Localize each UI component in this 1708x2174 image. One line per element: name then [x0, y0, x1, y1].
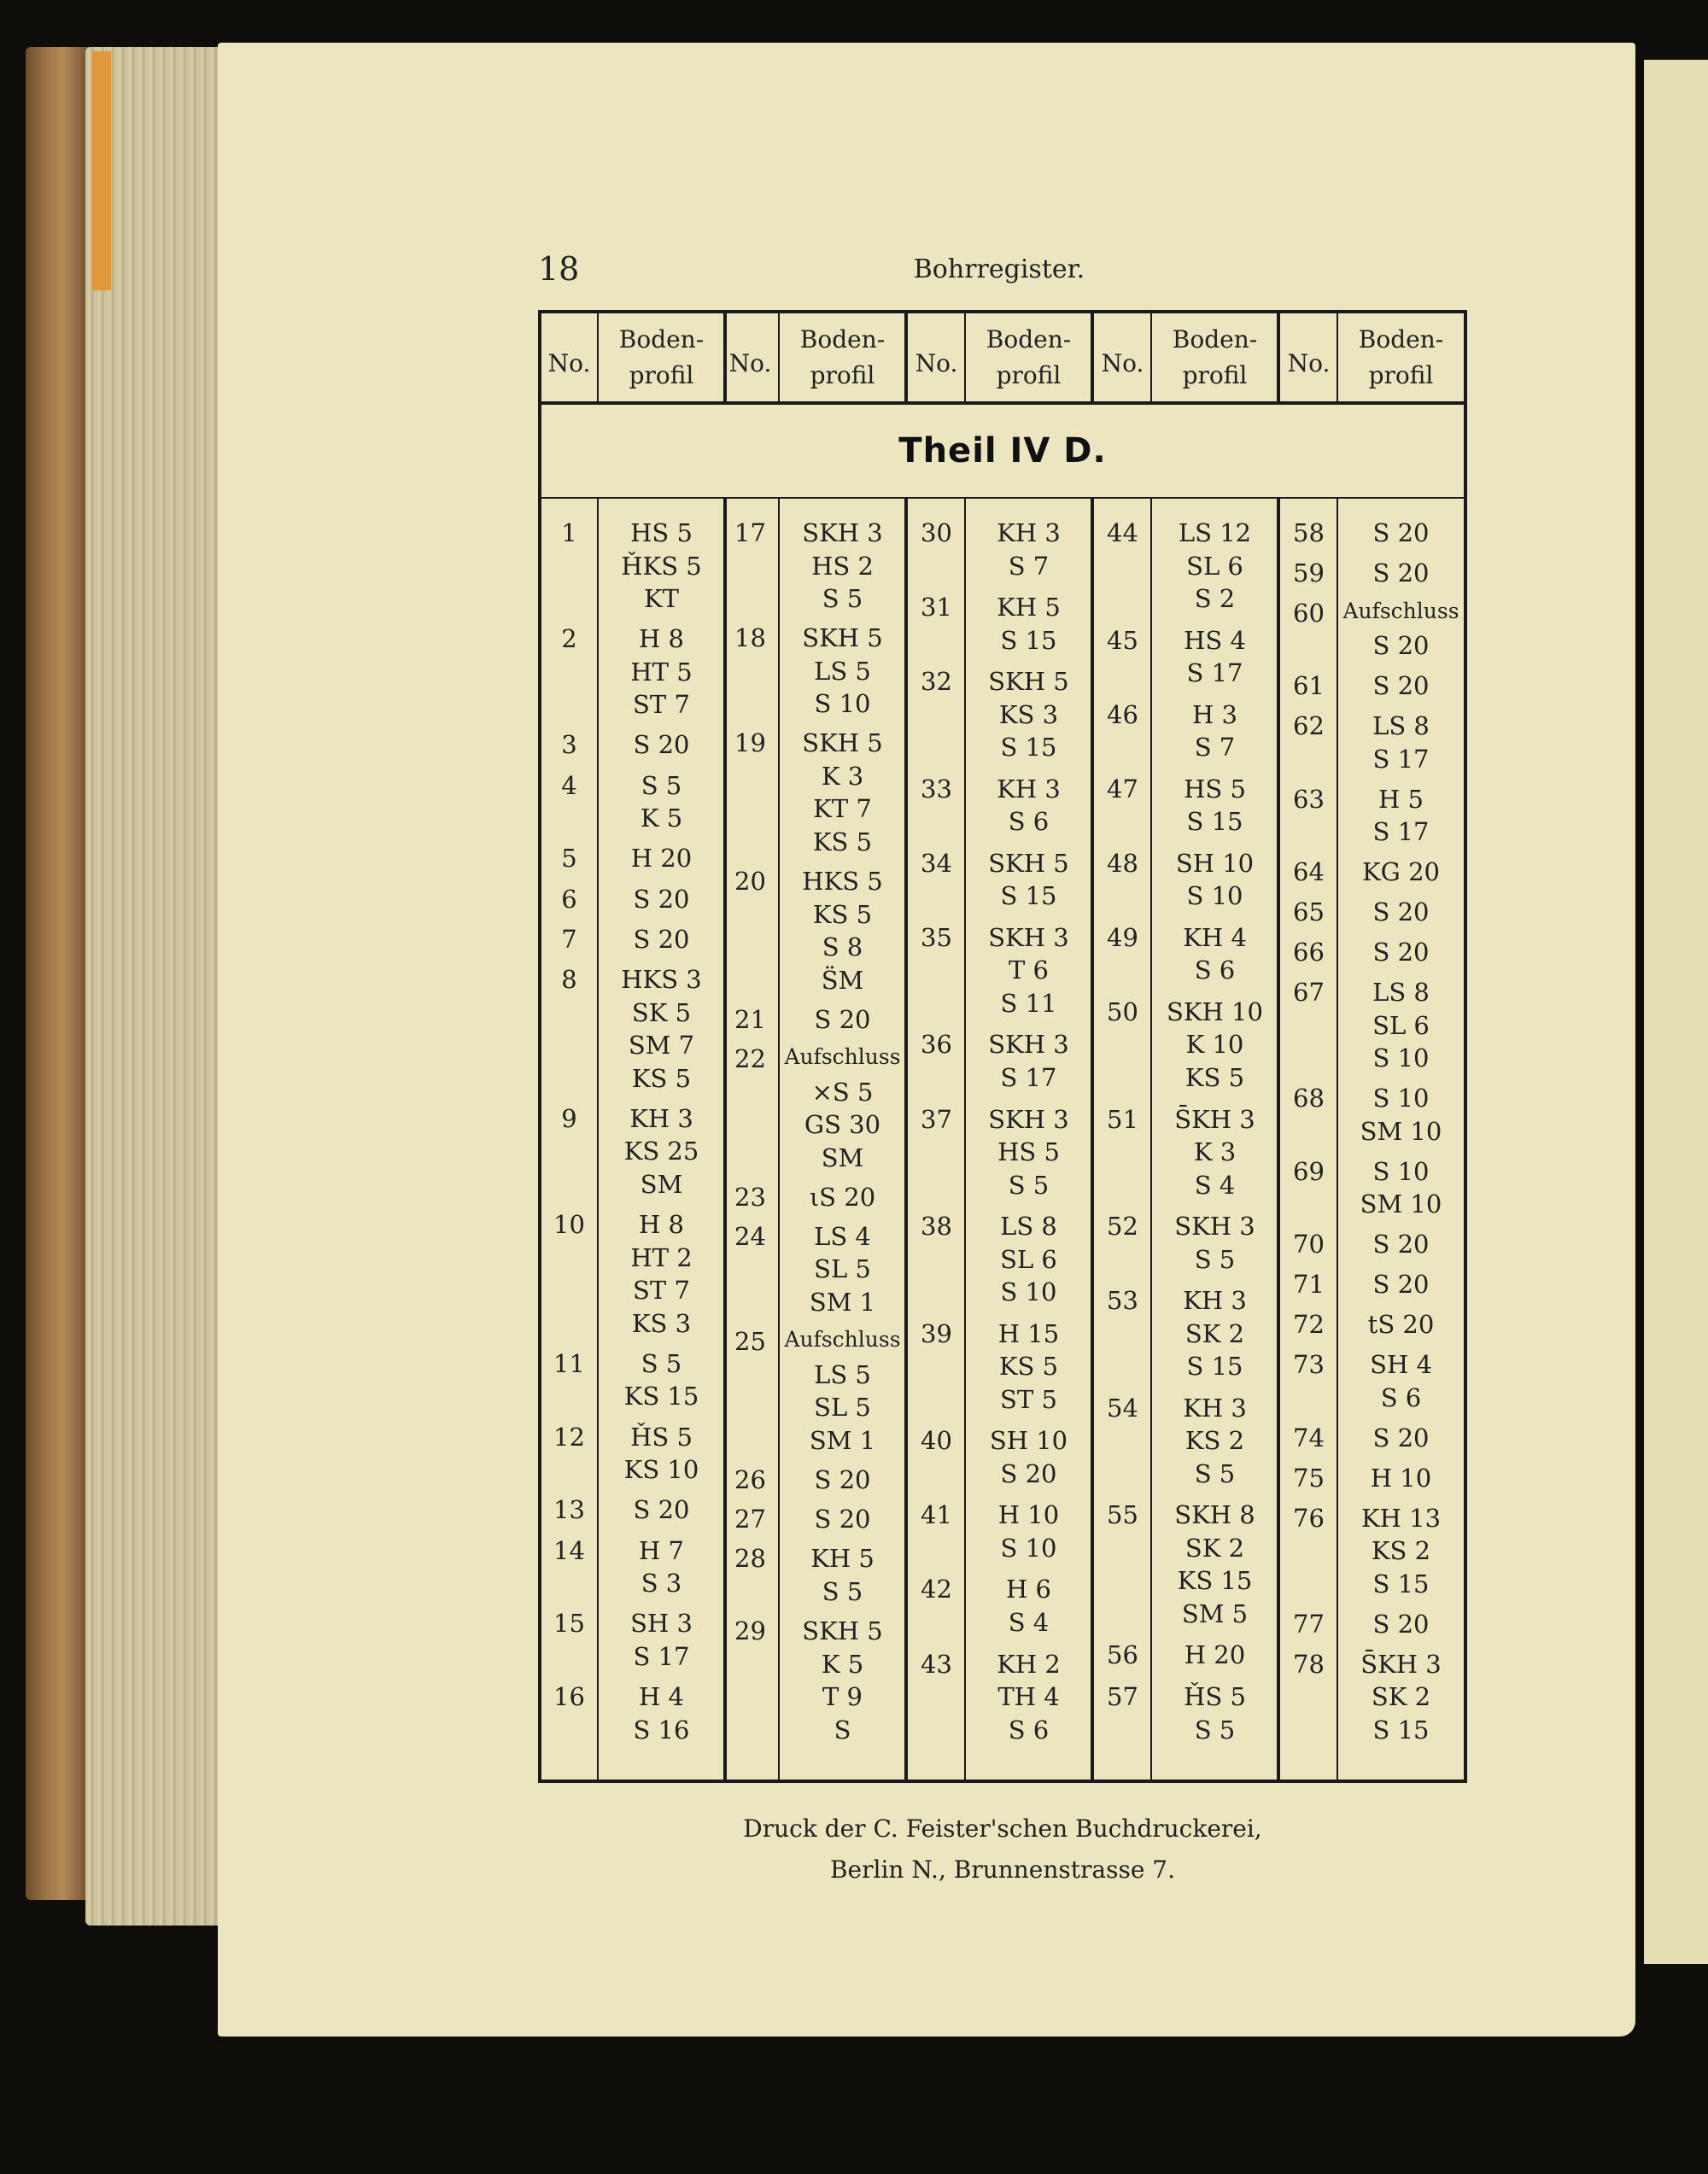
soil-profile-line: S 15: [1000, 733, 1057, 763]
entry-number: 29: [734, 1616, 766, 1645]
soil-profile-line: KS 15: [1177, 1566, 1253, 1596]
entry-number: 5: [561, 844, 577, 874]
entry-number: 61: [1293, 671, 1325, 701]
entry-number: 6: [561, 884, 577, 914]
bodenprofil-column-header: [1338, 322, 1464, 394]
soil-profile-line: KT 7: [813, 794, 872, 824]
entry-number: 69: [1293, 1156, 1325, 1186]
entry-number: 65: [1293, 897, 1325, 927]
soil-profile-line: S 17: [1372, 817, 1430, 847]
soil-profile-line: ȞS 5: [630, 1422, 693, 1452]
soil-profile-line: HS 5: [1184, 774, 1246, 804]
soil-profile-line: S 6: [1194, 956, 1236, 985]
entry-number: 58: [1293, 518, 1325, 547]
soil-profile-line: HS 5: [997, 1137, 1060, 1167]
soil-profile-line: HS 2: [811, 551, 874, 581]
soil-profile-line: H 20: [1184, 1640, 1246, 1670]
entry-number: 20: [734, 867, 766, 897]
entry-number: 56: [1107, 1640, 1138, 1670]
soil-profile-line: LS 5: [814, 1359, 871, 1389]
soil-profile-line: S 20: [1372, 631, 1430, 661]
soil-profile-line: Aufschluss: [784, 1044, 901, 1070]
soil-profile-line: SH 10: [1175, 848, 1255, 878]
soil-profile-line: S 20: [1372, 558, 1430, 587]
soil-profile-line: KS 25: [623, 1137, 699, 1166]
soil-profile-line: S 3: [640, 1569, 682, 1598]
running-header: Bohrregister.: [913, 254, 1085, 284]
soil-profile-line: S 5: [822, 1576, 863, 1606]
entry-number: 39: [921, 1318, 952, 1348]
soil-profile-line: SH 4: [1370, 1350, 1432, 1380]
soil-profile-line: SKH 5: [802, 1616, 883, 1645]
entry-number: 22: [734, 1044, 766, 1074]
soil-profile-line: ×S 5: [811, 1077, 874, 1107]
soil-profile-line: H 3: [1192, 699, 1237, 729]
entry-number: 76: [1293, 1503, 1325, 1533]
entry-number: 24: [734, 1221, 766, 1251]
soil-profile-line: SM: [821, 1143, 864, 1172]
entry-number: 25: [734, 1327, 766, 1357]
soil-profile-line: KH 3: [1183, 1286, 1247, 1316]
entry-number: 2: [561, 624, 577, 654]
printer-imprint-line-1: Druck der C. Feister'schen Buchdruckerei,: [743, 1815, 1262, 1843]
entry-number: 35: [921, 922, 952, 952]
entry-number: 1: [561, 518, 577, 547]
entry-number: 63: [1293, 784, 1325, 814]
entry-number: 43: [921, 1649, 952, 1679]
soil-profile-line: ιS 20: [809, 1182, 876, 1212]
book-spine: [26, 47, 94, 1900]
soil-profile-line: SKH 3: [1174, 1212, 1255, 1242]
soil-profile-line: LS 8: [1372, 711, 1430, 741]
entry-number: 77: [1293, 1609, 1325, 1639]
soil-profile-line: S̄KH 3: [1174, 1104, 1255, 1134]
soil-profile-line: S 20: [814, 1464, 871, 1494]
soil-profile-line: S 5: [640, 1348, 682, 1378]
entry-number: 47: [1107, 774, 1138, 804]
soil-profile-line: SM 10: [1360, 1116, 1442, 1146]
entry-number: 71: [1293, 1270, 1325, 1300]
soil-profile-line: H 7: [639, 1535, 684, 1565]
soil-profile-line: S 7: [1194, 733, 1236, 763]
soil-profile-line: SL 6: [1000, 1244, 1057, 1274]
soil-profile-line: H 10: [997, 1500, 1060, 1530]
entry-number: 74: [1293, 1423, 1325, 1452]
entry-number: 49: [1107, 922, 1138, 952]
soil-profile-line: S 15: [1186, 1352, 1243, 1382]
soil-profile-line: H 8: [639, 1210, 684, 1240]
soil-profile-line: KS 10: [623, 1455, 699, 1485]
soil-profile-line: S 15: [1186, 807, 1243, 837]
soil-profile-line: K 10: [1185, 1030, 1244, 1060]
soil-profile-line: SL 5: [814, 1254, 871, 1284]
header-line: Boden-: [1172, 325, 1258, 354]
soil-profile-line: K 5: [821, 1649, 864, 1679]
soil-profile-line: H 8: [639, 624, 684, 654]
entry-number: 66: [1293, 938, 1325, 967]
soil-profile-line: K 3: [1193, 1137, 1237, 1167]
soil-profile-line: S 5: [1194, 1458, 1236, 1488]
soil-profile-line: KS 2: [1184, 1426, 1245, 1456]
soil-profile-line: tS 20: [1367, 1310, 1435, 1340]
soil-profile-line: KH 3: [997, 774, 1061, 804]
soil-profile-line: S 10: [1372, 1043, 1430, 1073]
soil-profile-line: S 16: [633, 1715, 690, 1744]
soil-profile-line: S 20: [1372, 1423, 1430, 1452]
soil-profile-line: KS 2: [1371, 1536, 1431, 1566]
soil-profile-line: S 2: [1194, 584, 1236, 613]
soil-profile-line: KT: [643, 584, 679, 613]
entry-number: 31: [921, 593, 952, 622]
soil-profile-line: SKH 3: [988, 1104, 1069, 1134]
soil-profile-line: KS 3: [998, 699, 1059, 729]
header-line: profil: [629, 361, 694, 389]
soil-profile-line: SL 6: [1186, 551, 1243, 581]
soil-profile-line: S 20: [1372, 1230, 1430, 1259]
soil-profile-line: Aufschluss: [784, 1327, 901, 1353]
soil-profile-line: SKH 5: [802, 623, 883, 653]
entry-number: 41: [921, 1500, 952, 1530]
entry-number: 36: [921, 1030, 952, 1060]
soil-profile-line: ȞS 5: [1184, 1682, 1246, 1711]
entry-number: 46: [1107, 699, 1138, 729]
soil-profile-line: S 17: [1372, 744, 1430, 774]
soil-profile-line: LS 4: [814, 1221, 871, 1251]
entry-number: 64: [1293, 857, 1325, 887]
entry-number: 32: [921, 667, 952, 697]
soil-profile-line: SM 1: [809, 1287, 876, 1317]
soil-profile-line: SK 2: [1184, 1318, 1245, 1348]
header-line: profil: [996, 361, 1062, 389]
entry-number: 7: [561, 924, 577, 954]
soil-profile-line: S̈M: [821, 965, 864, 995]
soil-profile-line: SL 6: [1372, 1010, 1430, 1040]
soil-profile-line: S 10: [1372, 1156, 1430, 1186]
soil-profile-line: T 6: [1008, 956, 1049, 985]
soil-profile-line: KH 5: [997, 593, 1061, 622]
header-rule: [541, 401, 1464, 405]
soil-profile-line: S 10: [814, 689, 871, 719]
header-line: Boden-: [799, 325, 886, 354]
entry-number: 16: [553, 1682, 585, 1711]
entry-number: 15: [553, 1609, 585, 1639]
soil-profile-line: S 10: [1186, 881, 1243, 911]
soil-profile-line: S 20: [633, 924, 690, 954]
soil-profile-line: SK 5: [631, 997, 692, 1027]
soil-profile-line: KH 13: [1360, 1503, 1442, 1533]
soil-profile-line: SKH 3: [802, 518, 883, 547]
soil-profile-line: SM 1: [809, 1425, 876, 1455]
soil-profile-line: H 4: [639, 1682, 684, 1711]
entry-number: 67: [1293, 978, 1325, 1008]
soil-profile-line: SKH 10: [1167, 996, 1263, 1026]
entry-number: 53: [1107, 1286, 1138, 1316]
soil-profile-line: S 4: [1194, 1170, 1236, 1200]
bodenprofil-column-header: [1152, 322, 1278, 394]
soil-profile-line: H 15: [997, 1318, 1060, 1348]
soil-profile-line: S 20: [1372, 897, 1430, 927]
soil-profile-line: KH 4: [1183, 922, 1247, 952]
entry-number: 9: [561, 1103, 577, 1133]
soil-profile-line: LS 5: [814, 656, 871, 686]
soil-profile-line: KG 20: [1362, 857, 1440, 887]
soil-profile-line: S 5: [1194, 1715, 1236, 1744]
soil-profile-line: S 10: [1372, 1084, 1430, 1113]
header-line: Boden-: [618, 325, 705, 354]
soil-profile-line: S 20: [1372, 938, 1430, 967]
soil-profile-line: LS 12: [1178, 518, 1252, 547]
soil-profile-line: S 20: [1000, 1458, 1057, 1488]
soil-profile-line: KS 5: [998, 1352, 1059, 1382]
soil-profile-line: S 15: [1372, 1569, 1430, 1598]
soil-profile-line: S 20: [1372, 518, 1430, 547]
soil-profile-line: H 6: [1006, 1575, 1051, 1604]
entry-number: 42: [921, 1575, 952, 1604]
soil-profile-line: KH 2: [997, 1649, 1061, 1679]
entry-number: 17: [734, 518, 766, 547]
entry-number: 11: [553, 1348, 585, 1378]
soil-profile-line: SH 3: [630, 1609, 693, 1639]
soil-profile-line: S 5: [822, 584, 863, 613]
soil-profile-line: SM 10: [1360, 1189, 1442, 1219]
soil-profile-line: S 10: [1000, 1277, 1057, 1307]
soil-profile-line: KH 3: [1183, 1393, 1247, 1423]
soil-profile-line: S 20: [633, 1495, 690, 1525]
no-column-header: No.: [915, 349, 958, 377]
soil-profile-line: S 20: [633, 730, 690, 760]
entry-number: 68: [1293, 1084, 1325, 1113]
soil-profile-line: S 6: [1008, 807, 1050, 837]
soil-profile-line: HKS 5: [802, 867, 883, 897]
entry-number: 18: [734, 623, 766, 653]
entry-number: 78: [1293, 1649, 1325, 1679]
entry-number: 51: [1107, 1104, 1138, 1134]
soil-profile-line: KH 3: [997, 518, 1061, 547]
soil-profile-line: S 15: [1000, 625, 1057, 655]
entry-number: 37: [921, 1104, 952, 1134]
entry-number: 55: [1107, 1500, 1138, 1530]
soil-profile-line: S 17: [633, 1641, 690, 1671]
soil-profile-line: S 20: [814, 1004, 871, 1034]
soil-profile-line: SKH 5: [988, 848, 1069, 878]
soil-profile-line: GS 30: [804, 1110, 881, 1140]
header-line: profil: [1182, 361, 1248, 389]
soil-profile-line: SKH 8: [1174, 1500, 1255, 1530]
entry-number: 73: [1293, 1350, 1325, 1380]
soil-profile-line: SK 2: [1371, 1682, 1431, 1711]
soil-profile-line: SM 5: [1181, 1598, 1249, 1628]
entry-number: 48: [1107, 848, 1138, 878]
entry-number: 45: [1107, 625, 1138, 655]
soil-profile-line: KH 3: [629, 1103, 693, 1133]
soil-profile-line: S 4: [1008, 1607, 1050, 1637]
soil-profile-line: K 3: [821, 761, 864, 791]
entry-number: 33: [921, 774, 952, 804]
entry-number: 27: [734, 1505, 766, 1534]
soil-profile-line: T 9: [822, 1682, 863, 1711]
entry-number: 70: [1293, 1230, 1325, 1259]
soil-profile-line: S 5: [1194, 1244, 1236, 1274]
header-line: Boden-: [986, 325, 1072, 354]
printer-imprint-line-2: Berlin N., Brunnenstrasse 7.: [829, 1855, 1176, 1884]
bodenprofil-column-header: [966, 322, 1091, 394]
entry-number: 12: [553, 1422, 585, 1452]
entry-number: 40: [921, 1426, 952, 1456]
entry-number: 8: [561, 965, 577, 995]
soil-profile-line: HS 4: [1184, 625, 1246, 655]
soil-profile-line: H 20: [630, 844, 693, 874]
soil-profile-line: S 6: [1008, 1715, 1050, 1744]
soil-profile-line: S 17: [1186, 658, 1243, 688]
soil-profile-line: KS 5: [812, 899, 873, 929]
entry-number: 19: [734, 728, 766, 758]
soil-profile-line: S̄KH 3: [1360, 1649, 1442, 1679]
header-line: profil: [810, 361, 875, 389]
entry-number: 75: [1293, 1463, 1325, 1493]
soil-profile-line: SH 10: [989, 1426, 1068, 1456]
entry-number: 44: [1107, 518, 1138, 547]
soil-profile-line: S 5: [640, 770, 682, 800]
soil-profile-line: S 20: [1372, 1270, 1430, 1300]
entry-number: 50: [1107, 996, 1138, 1026]
soil-profile-line: S 20: [1372, 1609, 1430, 1639]
soil-profile-line: S 17: [1000, 1062, 1057, 1092]
entry-number: 34: [921, 848, 952, 878]
soil-profile-line: S 7: [1008, 551, 1050, 581]
soil-profile-line: SM: [640, 1169, 683, 1199]
no-column-header: No.: [728, 349, 772, 377]
bodenprofil-column-header: [780, 322, 905, 394]
header-line: Boden-: [1358, 325, 1444, 354]
soil-profile-line: K 5: [640, 804, 683, 833]
soil-profile-line: S 10: [1000, 1533, 1057, 1563]
soil-profile-line: KH 5: [810, 1544, 874, 1574]
entry-number: 57: [1107, 1682, 1138, 1711]
facing-page: [1644, 60, 1708, 1964]
soil-profile-line: Aufschluss: [1342, 598, 1459, 623]
soil-profile-line: S 6: [1380, 1382, 1422, 1412]
soil-profile-line: H 10: [1370, 1463, 1432, 1493]
page-number: 18: [538, 250, 580, 288]
no-column-header: No.: [1101, 349, 1144, 377]
entry-number: 59: [1293, 558, 1325, 587]
soil-profile-line: SKH 5: [988, 667, 1069, 697]
entry-number: 13: [553, 1495, 585, 1525]
soil-profile-line: LS 8: [1000, 1212, 1057, 1242]
soil-profile-line: KS 5: [631, 1063, 692, 1093]
bodenprofil-column-header: [599, 322, 724, 394]
soil-profile-line: S 15: [1000, 881, 1057, 911]
no-column-header: No.: [547, 349, 591, 377]
soil-profile-line: SKH 3: [988, 922, 1069, 952]
entry-number: 60: [1293, 598, 1325, 628]
soil-profile-line: HKS 3: [621, 965, 702, 995]
soil-profile-line: S 11: [1000, 988, 1057, 1018]
register-table: [538, 310, 1467, 1783]
entry-number: 62: [1293, 711, 1325, 741]
entry-number: 14: [553, 1535, 585, 1565]
soil-profile-line: S: [834, 1715, 851, 1744]
soil-profile-line: ST 5: [1000, 1384, 1057, 1414]
soil-profile-line: ST 7: [633, 690, 690, 720]
section-title: Theil IV D.: [898, 431, 1107, 470]
soil-profile-line: S 8: [822, 932, 863, 962]
soil-profile-line: ST 7: [633, 1276, 690, 1306]
entry-number: 10: [553, 1210, 585, 1240]
entry-number: 23: [734, 1182, 766, 1212]
soil-profile-line: SKH 5: [802, 728, 883, 758]
soil-profile-line: TH 4: [997, 1682, 1060, 1711]
section-rule: [541, 497, 1464, 499]
entry-number: 28: [734, 1544, 766, 1574]
entry-number: 4: [561, 770, 577, 800]
soil-profile-line: H 5: [1378, 784, 1424, 814]
entry-number: 54: [1107, 1393, 1138, 1423]
soil-profile-line: SK 2: [1184, 1533, 1245, 1563]
soil-profile-line: KS 3: [631, 1308, 692, 1338]
entry-number: 3: [561, 730, 577, 760]
soil-profile-line: S 15: [1372, 1715, 1430, 1744]
soil-profile-line: S 20: [814, 1505, 871, 1534]
soil-profile-line: HT 5: [630, 657, 693, 687]
soil-profile-line: S 20: [1372, 671, 1430, 701]
soil-profile-line: KS 5: [1184, 1062, 1245, 1092]
soil-profile-line: S 5: [1008, 1170, 1050, 1200]
soil-profile-line: SL 5: [814, 1393, 871, 1423]
entry-number: 30: [921, 518, 952, 547]
entry-number: 26: [734, 1464, 766, 1494]
soil-profile-line: SKH 3: [988, 1030, 1069, 1060]
no-column-header: No.: [1287, 349, 1331, 377]
soil-profile-line: HS 5: [630, 518, 693, 547]
soil-profile-line: HT 2: [630, 1242, 693, 1272]
bookmark-strip: [92, 51, 111, 290]
soil-profile-line: LS 8: [1372, 978, 1430, 1008]
soil-profile-line: ȞKS 5: [621, 551, 702, 581]
soil-profile-line: SM 7: [628, 1031, 695, 1061]
header-line: profil: [1368, 361, 1434, 389]
entry-number: 38: [921, 1212, 952, 1242]
soil-profile-line: S 20: [633, 884, 690, 914]
entry-number: 52: [1107, 1212, 1138, 1242]
soil-profile-line: KS 5: [812, 827, 873, 856]
soil-profile-line: KS 15: [623, 1382, 699, 1411]
entry-number: 21: [734, 1004, 766, 1034]
entry-number: 72: [1293, 1310, 1325, 1340]
